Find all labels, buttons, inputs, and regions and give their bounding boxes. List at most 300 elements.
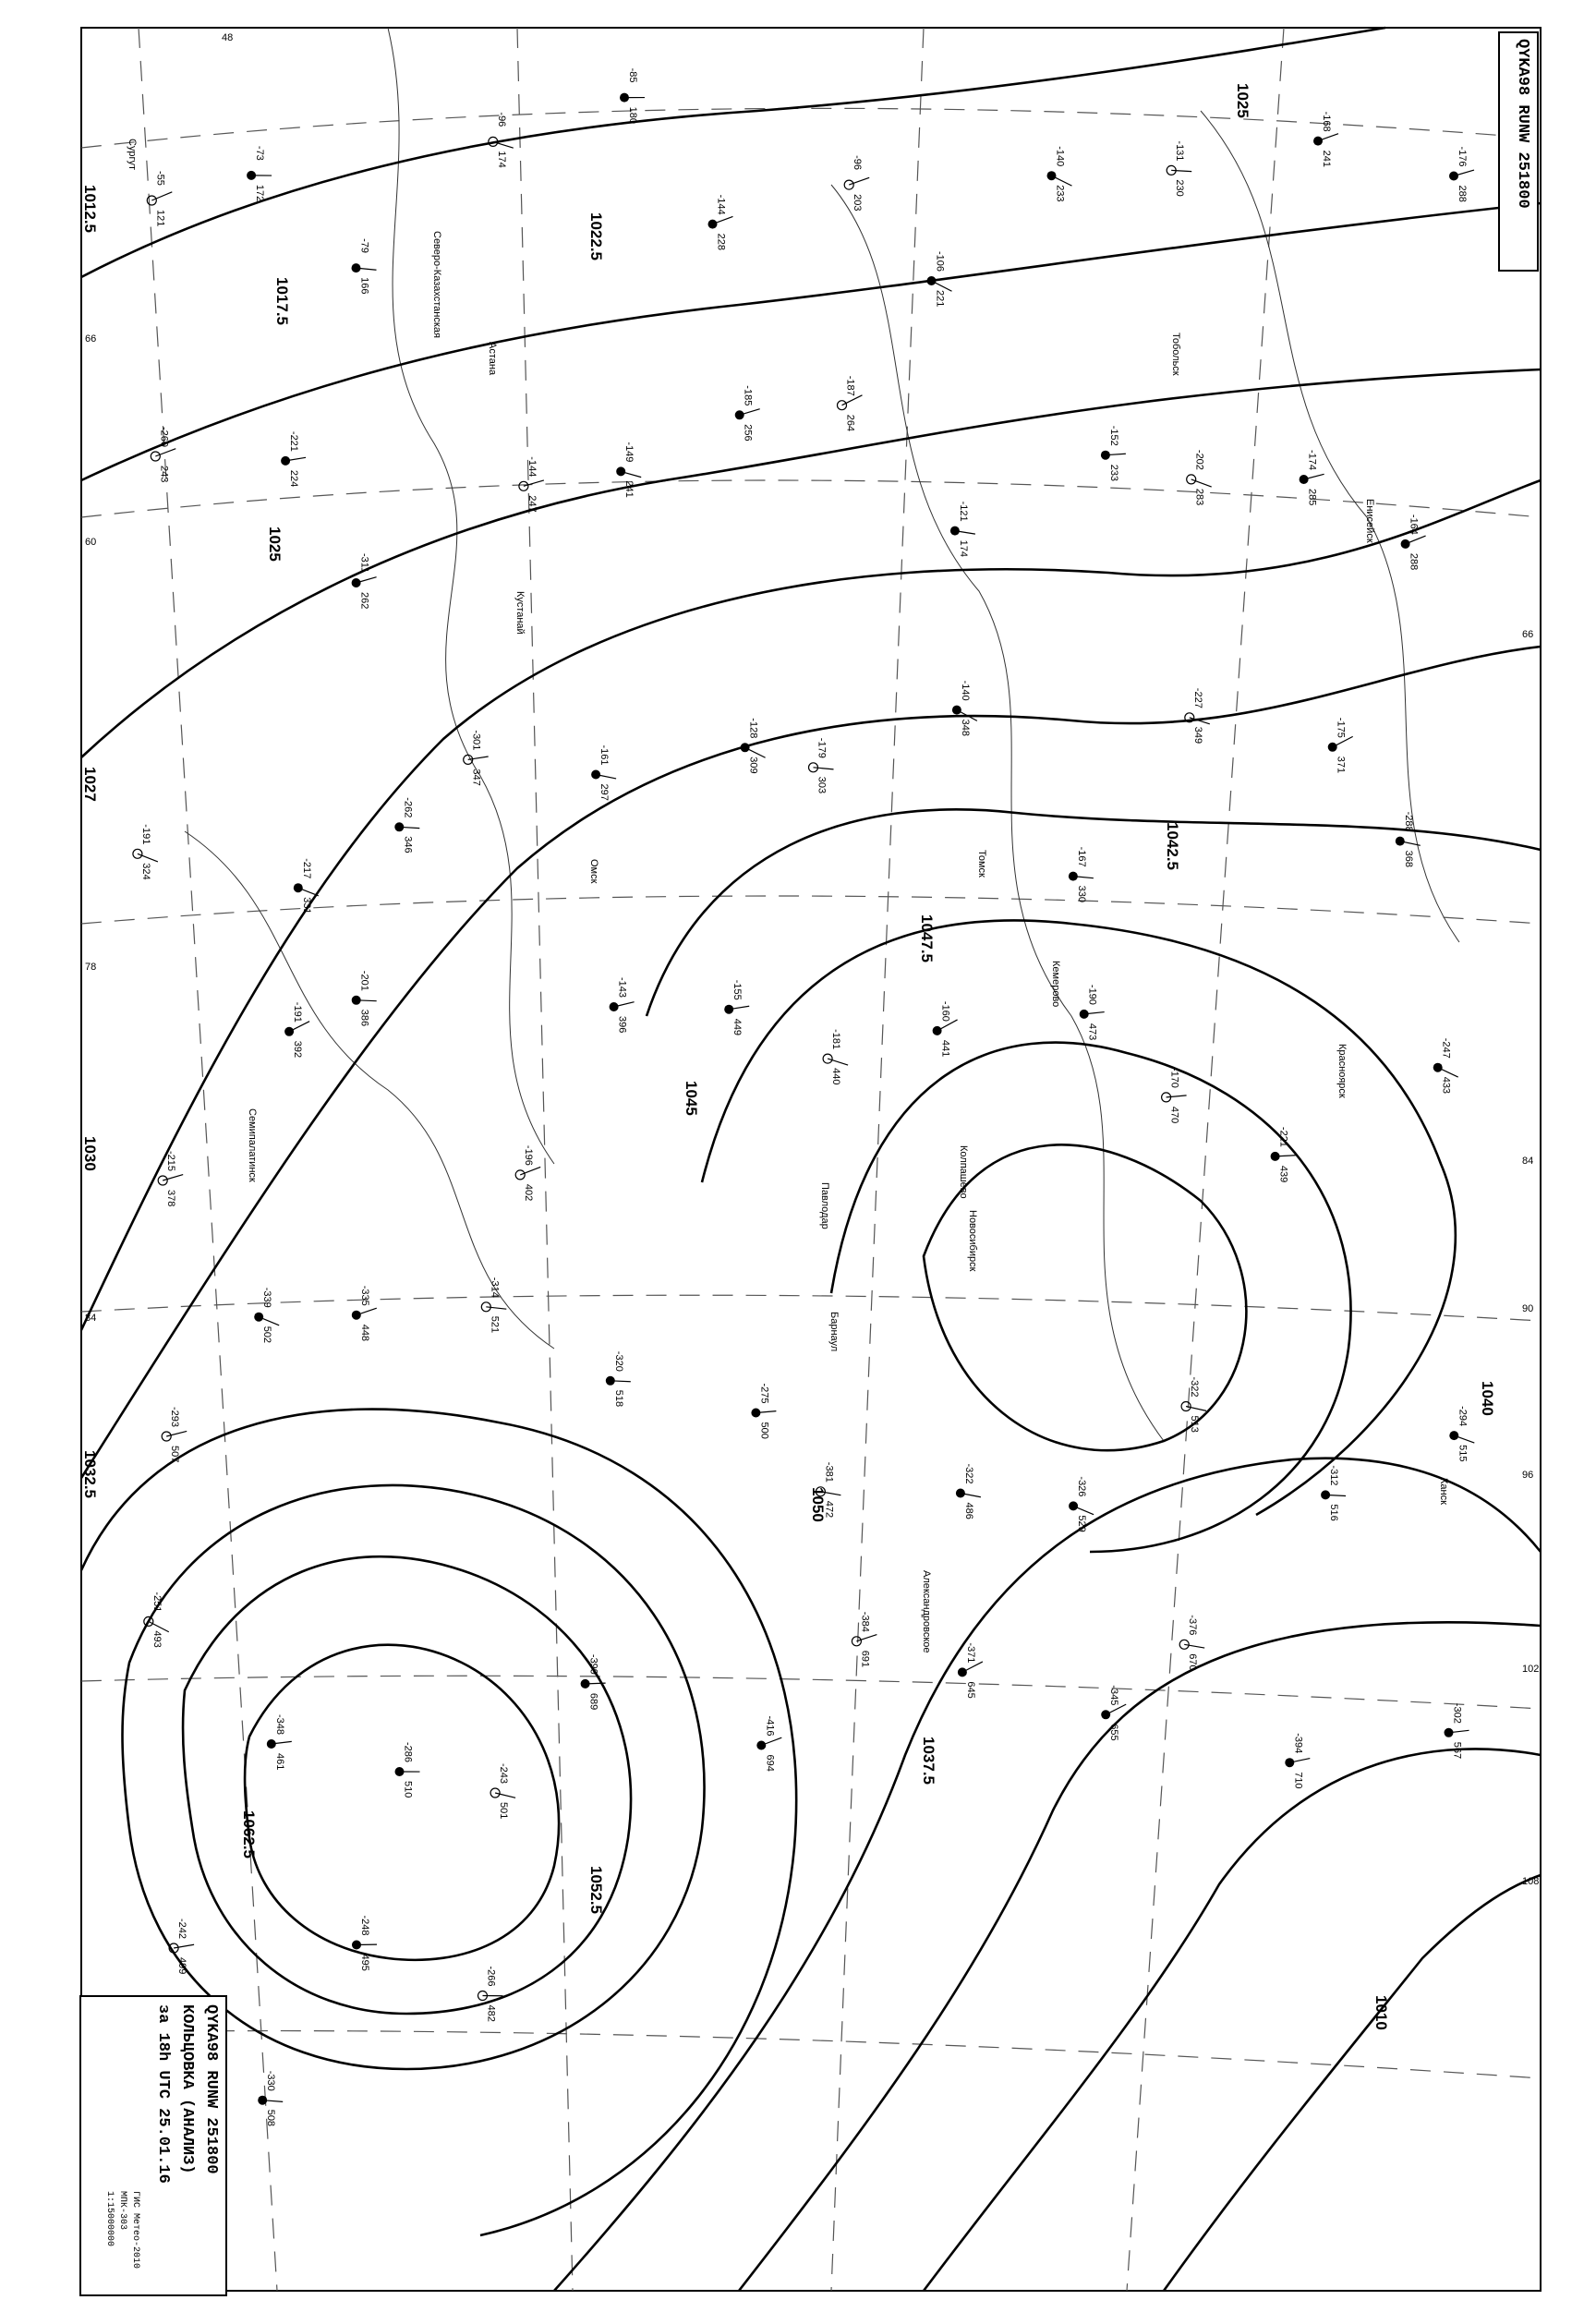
station-pressure: 262 [358, 592, 370, 610]
wind-barb [357, 1308, 377, 1315]
station-plot [1181, 1377, 1206, 1433]
wind-barb [1438, 1068, 1458, 1077]
tick-label: 84 [1522, 1156, 1534, 1167]
station-temperature: -221 [1277, 1126, 1289, 1147]
station-pressure: 691 [859, 1650, 871, 1668]
station-temperature: -187 [844, 375, 856, 396]
station-pressure: 510 [402, 1781, 414, 1798]
station-temperature: -96 [852, 155, 864, 171]
station-temperature: -243 [498, 1763, 510, 1785]
station-plot [490, 1763, 515, 1819]
station-plot [1401, 514, 1426, 570]
isobar-label: 1030 [81, 1136, 99, 1171]
station-temperature: -376 [1187, 1615, 1199, 1636]
station-temperature: -179 [816, 737, 828, 758]
station-temperature: -335 [358, 1285, 370, 1306]
station-plot [284, 1002, 309, 1058]
station-pressure: 521 [489, 1315, 501, 1334]
station-pressure: 368 [1402, 850, 1414, 867]
station-plot [515, 1145, 540, 1201]
tick-label: 48 [222, 32, 234, 43]
wind-barb [298, 888, 319, 896]
station-pressure: 486 [962, 1502, 974, 1519]
station-temperature: -175 [1335, 717, 1347, 738]
place-name: Семипалатинск [247, 1108, 258, 1182]
station-temperature: -140 [959, 680, 971, 701]
place-name: Красноярск [1336, 1044, 1348, 1098]
station-temperature: -326 [1076, 1476, 1088, 1497]
wind-barb [842, 395, 863, 406]
header-strip [1498, 31, 1539, 272]
station-pressure: 461 [273, 1753, 285, 1771]
station-plot [610, 977, 635, 1033]
station-temperature: -152 [1107, 425, 1119, 446]
station-plot [352, 1286, 377, 1341]
station-temperature: -121 [957, 501, 969, 522]
station-pressure: 256 [742, 424, 754, 442]
isobar-label: 1042.5 [1164, 822, 1181, 870]
isobar-label: 1027 [81, 767, 99, 802]
station-plot [1101, 426, 1126, 481]
tick-label: 96 [1522, 1470, 1534, 1481]
station-plot [254, 1288, 279, 1343]
wind-barb [586, 1683, 606, 1684]
tick-label: 102 [1522, 1664, 1540, 1675]
place-name: Новосибирск [967, 1210, 978, 1272]
wind-barb [814, 768, 834, 769]
station-pressure: 230 [1174, 179, 1186, 197]
station-plot [620, 68, 645, 124]
station-temperature: -260 [158, 427, 170, 448]
station-plot [606, 1351, 631, 1407]
station-temperature: -322 [962, 1463, 974, 1484]
station-plot [852, 1612, 877, 1667]
wind-barb [259, 1317, 279, 1326]
station-plot [169, 1919, 194, 1974]
station-pressure: 203 [852, 194, 864, 212]
station-pressure: 285 [1306, 489, 1318, 506]
station-temperature: -140 [1054, 146, 1066, 167]
station-plot [823, 1029, 848, 1084]
station-temperature: -348 [273, 1714, 285, 1736]
station-pressure: 655 [1108, 1724, 1120, 1741]
station-pressure: 233 [1107, 464, 1119, 482]
station-pressure: 371 [1335, 756, 1347, 774]
wind-barb [962, 1662, 983, 1672]
tick-label: 66 [85, 333, 97, 345]
wind-barb [495, 1793, 515, 1798]
station-plot [1187, 450, 1212, 505]
station-plot [1047, 146, 1072, 201]
station-plot [352, 1916, 377, 1971]
station-pressure: 221 [934, 290, 946, 308]
station-pressure: 470 [1168, 1106, 1180, 1124]
station-plot [751, 1384, 776, 1439]
station-temperature: -201 [358, 970, 370, 991]
station-pressure: 439 [1277, 1165, 1289, 1183]
station-pressure: 166 [358, 277, 370, 295]
station-pressure: 440 [830, 1068, 842, 1085]
isobar-label: 1045 [683, 1081, 700, 1116]
station-temperature: -381 [823, 1461, 835, 1483]
station-pressure: 449 [732, 1018, 744, 1036]
station-temperature: -106 [934, 251, 946, 272]
station-temperature: -294 [1457, 1406, 1469, 1427]
place-name: Астана [487, 342, 498, 376]
isobar-label: 1017.5 [273, 277, 291, 325]
station-pressure: 309 [747, 757, 759, 774]
station-plot [1313, 112, 1338, 167]
station-temperature: -181 [830, 1029, 842, 1050]
header-title [1514, 39, 1531, 209]
station-plot [395, 1742, 420, 1798]
place-name: Томск [976, 850, 987, 878]
station-pressure: 500 [758, 1422, 770, 1439]
place-name: Кустанай [514, 591, 526, 635]
place-name: Александровское [921, 1570, 932, 1653]
station-temperature: -301 [470, 730, 482, 751]
station-temperature: -227 [1191, 687, 1203, 708]
station-plot [481, 1277, 506, 1333]
station-plot [1328, 718, 1353, 773]
station-plot [958, 1642, 983, 1698]
isobar-label: 1047.5 [918, 914, 936, 962]
station-pressure: 508 [265, 2109, 277, 2127]
station-temperature: -144 [526, 456, 538, 478]
station-temperature: -312 [1328, 1465, 1340, 1486]
station-plot [258, 2071, 283, 2126]
station-pressure: 433 [1440, 1076, 1452, 1095]
station-temperature: -416 [764, 1715, 776, 1737]
station-plot [1271, 1127, 1296, 1182]
station-pressure: 689 [587, 1692, 599, 1711]
station-pressure: 472 [823, 1500, 835, 1519]
station-pressure: 529 [1076, 1515, 1088, 1532]
station-pressure: 392 [292, 1040, 304, 1059]
station-pressure: 224 [288, 469, 300, 488]
station-pressure: 378 [165, 1190, 177, 1207]
station-plot [294, 858, 319, 914]
place-name: Северо-Казахстанская [431, 231, 442, 338]
station-temperature: -174 [1306, 450, 1318, 471]
station-plot [724, 980, 749, 1035]
station-plot [267, 1714, 292, 1770]
wind-barb [1318, 134, 1338, 141]
title-block [79, 1995, 227, 2296]
station-pressure: 402 [523, 1183, 535, 1202]
station-pressure: 233 [1054, 185, 1066, 202]
station-plot [1433, 1038, 1458, 1094]
wind-barb [1106, 1704, 1126, 1714]
station-temperature: -330 [265, 2070, 277, 2091]
title-line-5: МПК-303 [117, 2191, 127, 2231]
station-pressure: 670 [1187, 1653, 1199, 1671]
station-plot [147, 171, 172, 226]
wind-barb [713, 216, 733, 224]
station-temperature: -202 [1193, 449, 1205, 470]
header-code: QYKA98 [1514, 39, 1531, 96]
station-pressure: 283 [1193, 488, 1205, 506]
tick-label: 78 [85, 962, 97, 973]
station-plot [151, 427, 175, 482]
station-temperature: -155 [732, 979, 744, 1000]
station-pressure: 324 [139, 863, 151, 880]
place-name: Омск [588, 859, 599, 884]
station-temperature: -79 [358, 238, 370, 254]
station-pressure: 516 [1328, 1504, 1340, 1521]
grid-tick-labels [85, 32, 1539, 1887]
wind-barb [151, 192, 172, 200]
station-pressure: 710 [1292, 1772, 1304, 1789]
station-pressure: 502 [261, 1326, 273, 1344]
station-pressure: 346 [402, 836, 414, 853]
station-plot [956, 1464, 981, 1519]
station-plot [247, 146, 272, 201]
station-pressure: 518 [612, 1389, 624, 1408]
station-temperature: -55 [154, 171, 166, 186]
station-temperature: -247 [1440, 1037, 1452, 1059]
station-plot [478, 1967, 503, 2022]
station-temperature: -293 [169, 1407, 181, 1428]
tick-label: 90 [1522, 1303, 1534, 1314]
station-pressure: 288 [1408, 552, 1420, 571]
station-temperature: -96 [495, 112, 507, 127]
station-plot [352, 971, 377, 1026]
station-plot [352, 553, 377, 609]
station-plot [1449, 147, 1474, 202]
station-plot [1080, 985, 1105, 1040]
station-temperature: -242 [176, 1919, 188, 1940]
station-pressure: 180 [627, 106, 638, 124]
station-pressure: 349 [1191, 726, 1203, 744]
station-temperature: -286 [402, 1742, 414, 1763]
station-pressure: 241 [623, 480, 635, 498]
station-temperature: -185 [742, 385, 754, 406]
place-name: Барнаул [828, 1312, 840, 1352]
station-pressure: 694 [764, 1754, 776, 1772]
station-temperature: -144 [715, 194, 727, 215]
station-temperature: -275 [758, 1383, 770, 1404]
station-temperature: -266 [485, 1966, 497, 1987]
header-datetime: 251800 [1514, 151, 1531, 209]
header-run: RUNW [1514, 104, 1531, 143]
title-line-6: 1:15000000 [104, 2191, 115, 2247]
station-temperature: -371 [964, 1642, 976, 1664]
station-pressure: 228 [715, 233, 727, 250]
place-name: Кемерово [1050, 961, 1061, 1008]
station-pressure: 482 [485, 2004, 497, 2022]
wind-barb [166, 1431, 187, 1436]
isobar-label: 1012.5 [81, 185, 99, 233]
station-temperature: -131 [1174, 140, 1186, 162]
place-name: Сургут [127, 139, 138, 170]
station-pressure: 507 [169, 1446, 181, 1463]
station-plot [394, 797, 419, 853]
place-name: Енисейск [1364, 499, 1375, 543]
station-plot [1449, 1406, 1474, 1461]
wind-barb [1406, 536, 1426, 544]
station-pressure: 172 [254, 184, 266, 202]
station-plot [1179, 1615, 1204, 1670]
tick-label: 60 [85, 537, 97, 548]
station-pressure: 493 [151, 1630, 163, 1648]
place-name: Тобольск [1170, 333, 1181, 376]
station-temperature: -262 [402, 797, 414, 818]
place-name: Колпашево [958, 1145, 969, 1199]
station-temperature: -339 [261, 1287, 273, 1308]
station-pressure: 331 [300, 897, 312, 914]
station-pressure: 396 [616, 1016, 628, 1034]
station-plot [158, 1151, 183, 1206]
title-line-1: QYKA98 RUNW 251800 [202, 2004, 220, 2174]
station-temperature: -314 [489, 1277, 501, 1298]
station-pressure: 495 [359, 1954, 370, 1971]
wind-barb [1171, 170, 1191, 171]
isobar-label: 1052.5 [587, 1866, 605, 1914]
station-plot [809, 738, 834, 793]
place-name: Павлодар [819, 1182, 830, 1229]
tick-label: 66 [1522, 629, 1534, 640]
wind-barb [468, 757, 489, 759]
station-pressure: 515 [1457, 1445, 1469, 1462]
station-temperature: -190 [1086, 984, 1098, 1005]
tick-label: 84 [85, 1313, 97, 1324]
station-plot [133, 824, 158, 879]
isobar-label: 1062.5 [240, 1810, 258, 1858]
station-plot [1162, 1068, 1187, 1123]
wind-barb [486, 1307, 506, 1309]
station-pressure: 348 [959, 719, 971, 736]
station-plot [952, 681, 977, 736]
station-plot [144, 1592, 169, 1647]
isobar-label: 1040 [1479, 1381, 1496, 1416]
wind-barb [1167, 1096, 1187, 1097]
station-temperature: -196 [523, 1144, 535, 1166]
station-temperature: -160 [939, 1000, 951, 1022]
station-pressure: 264 [844, 414, 856, 432]
station-pressure: 247 [526, 495, 538, 513]
station-plot [464, 730, 489, 785]
station-temperature: -73 [254, 145, 266, 161]
station-pressure: 121 [154, 210, 166, 227]
station-pressure: 174 [957, 539, 969, 557]
title-line-2: КОЛЬЦОВКА (АНАЛИЗ) [178, 2004, 196, 2174]
station-plot [950, 502, 975, 557]
station-pressure: 288 [1457, 185, 1468, 202]
wind-barb [1454, 1435, 1474, 1443]
station-temperature: -143 [616, 977, 628, 999]
station-temperature: -149 [623, 442, 635, 463]
wind-barb [761, 1737, 781, 1745]
station-plot [1167, 140, 1191, 196]
station-pressure: 347 [470, 769, 482, 786]
title-line-4: ГИС Метео-2010 [130, 2191, 140, 2270]
station-temperature: -191 [139, 824, 151, 845]
station-temperature: -320 [612, 1350, 624, 1372]
station-temperature: -128 [747, 718, 759, 739]
isobar-label: 1025 [266, 527, 284, 562]
isobar-label: 1050 [809, 1487, 827, 1522]
station-temperature: -302 [1451, 1702, 1463, 1724]
station-plot [1185, 688, 1210, 744]
title-line-3: за 18h UTC 25.01.16 [154, 2004, 172, 2184]
station-temperature: -221 [288, 430, 300, 452]
station-plot [1300, 450, 1324, 505]
station-pressure: 441 [939, 1039, 951, 1058]
station-temperature: -85 [627, 67, 638, 83]
station-pressure: 645 [964, 1681, 976, 1699]
wind-barb [1333, 736, 1353, 746]
station-temperature: -167 [1075, 846, 1087, 867]
station-pressure: 567 [1451, 1741, 1463, 1760]
station-temperature: -191 [292, 1001, 304, 1023]
isobar-label: 1025 [1234, 83, 1251, 118]
station-pressure: 174 [495, 151, 507, 168]
station-plot [838, 376, 863, 431]
isobar-label: 1037.5 [920, 1737, 937, 1785]
station-temperature: -176 [1457, 146, 1468, 167]
station-plot [933, 1001, 958, 1057]
station-temperature: -164 [1408, 514, 1420, 535]
station-plots [133, 68, 1474, 2126]
station-temperature: -215 [165, 1151, 177, 1172]
station-pressure: 499 [176, 1957, 188, 1975]
station-pressure: 303 [816, 776, 828, 794]
isobars [81, 28, 1541, 2291]
station-temperature: -161 [598, 744, 611, 766]
isobar-label: 1032.5 [81, 1450, 99, 1498]
station-plot [1321, 1465, 1346, 1520]
station-plot [756, 1716, 781, 1772]
station-temperature: -217 [300, 858, 312, 879]
isobar-label: 1022.5 [587, 212, 605, 260]
isobar-label: 1010 [1372, 1995, 1390, 2030]
station-temperature: -288 [1402, 811, 1414, 832]
station-plot [591, 745, 616, 801]
station-plot [708, 195, 733, 250]
station-plot [741, 718, 766, 773]
station-temperature: -311 [358, 553, 370, 574]
wind-barb [1073, 1506, 1094, 1514]
station-pressure: 501 [498, 1802, 510, 1820]
station-pressure: 243 [158, 466, 170, 483]
wind-barb [289, 1022, 309, 1032]
place-name: Канск [1438, 1478, 1449, 1505]
station-plot [1069, 847, 1094, 902]
station-temperature: -399 [587, 1653, 599, 1675]
station-pressure: 297 [598, 783, 611, 801]
station-pressure: 330 [1075, 885, 1087, 902]
station-plot [844, 155, 869, 211]
station-plot [281, 431, 306, 487]
station-plot [352, 238, 377, 294]
station-temperature: -384 [859, 1611, 871, 1632]
station-temperature: -251 [151, 1592, 163, 1613]
station-temperature: -322 [1189, 1376, 1201, 1398]
station-pressure: 448 [358, 1324, 370, 1342]
station-temperature: -170 [1168, 1067, 1180, 1088]
station-pressure: 513 [1189, 1415, 1201, 1433]
station-plot [735, 385, 760, 441]
station-pressure: 241 [1321, 150, 1332, 167]
station-plot [1101, 1685, 1126, 1740]
station-temperature: -248 [359, 1915, 370, 1936]
station-pressure: 386 [358, 1009, 370, 1027]
station-temperature: -345 [1108, 1685, 1120, 1706]
tick-label: 108 [1522, 1876, 1540, 1887]
station-plot [1285, 1733, 1310, 1788]
station-temperature: -168 [1321, 111, 1332, 132]
